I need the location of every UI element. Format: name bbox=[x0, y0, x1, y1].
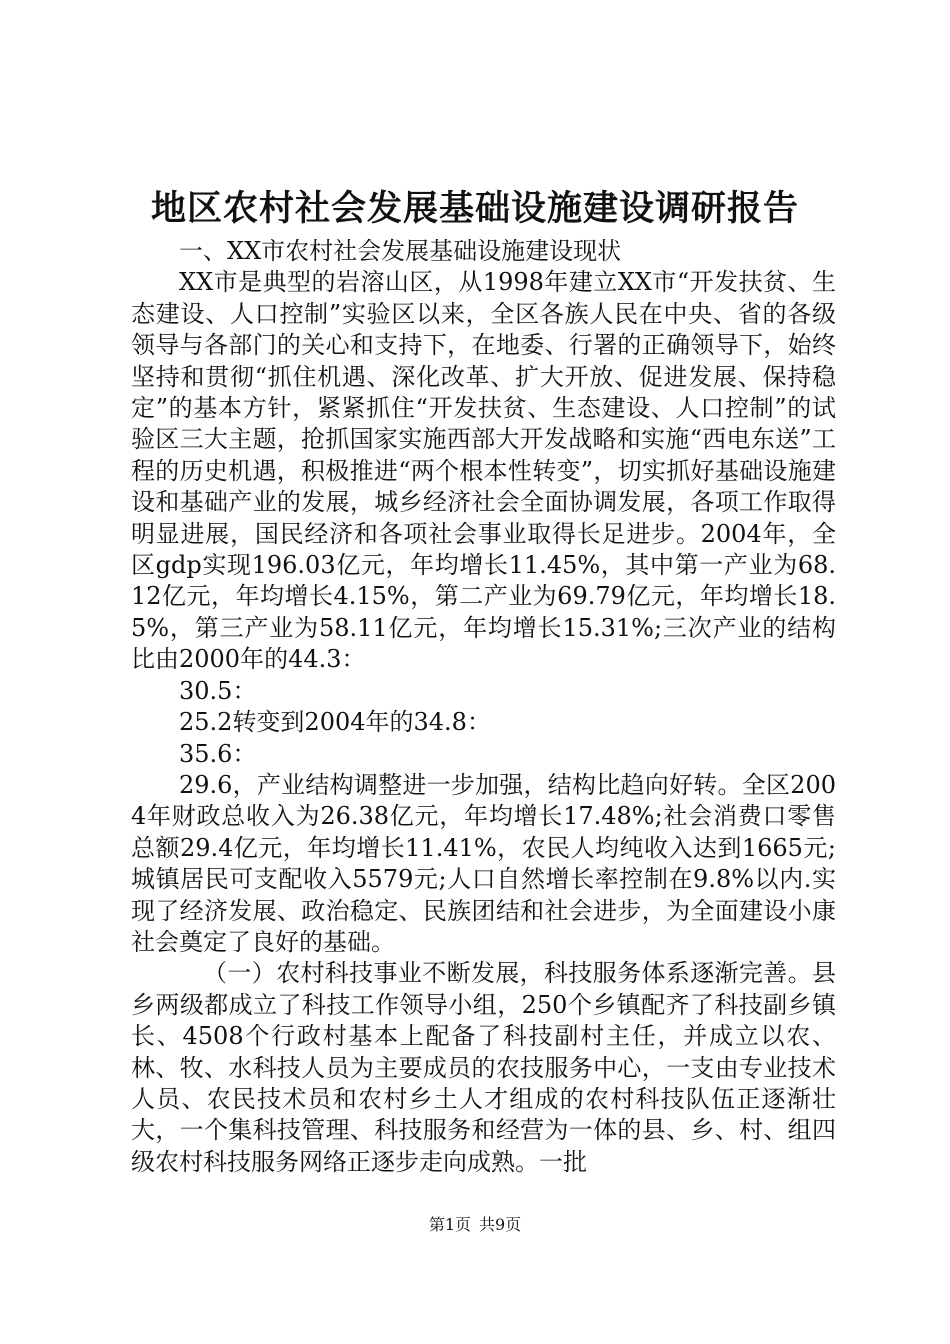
document-title: 地区农村社会发展基础设施建设调研报告 bbox=[150, 188, 799, 229]
body-paragraph: 29.6，产业结构调整进一步加强，结构比趋向好转。全区2004年财政总收入为26.38亿元，年均增长17.48%;社会消费口零售总额29.4亿元，年均增长11.41%，农民人均纯收入达到1665元;城镇居民可支配收入5579元;人口自然增长率控制在9.8%以内.实现了经济发展、政治稳定、民族团结和社会进步，为全面建设小康社会奠定了良好的基础。 bbox=[131, 770, 836, 956]
body-paragraph: 25.2转变到2004年的34.8： bbox=[179, 708, 491, 737]
subsection-paragraph: （一）农村科技事业不断发展，科技服务体系逐渐完善。县乡两级都成立了科技工作领导小组，250个乡镇配齐了科技副乡镇长、4508个行政村基本上配备了科技副村主任，并成立以农、林、牧、水科技人员为主要成员的农技服务中心，一支由专业技术人员、农民技术员和农村乡土人才组成的农村科技队伍正逐渐壮大，一个集科技管理、科技服务和经营为一体的县、乡、村、组四级农村科技服务网络正逐步走向成熟。一批 bbox=[131, 959, 836, 1176]
page-number: 第1页 bbox=[428, 1215, 471, 1234]
section-heading: 一、XX市农村社会发展基础设施建设现状 bbox=[179, 237, 622, 265]
page-footer bbox=[0, 1215, 950, 1235]
body-paragraph: 30.5： bbox=[179, 676, 257, 705]
body-paragraph: XX市是典型的岩溶山区，从1998年建立XX市“开发扶贫、生态建设、人口控制”实验区以来，全区各族人民在中央、省的各级领导与各部门的关心和支持下，在地委、行署的正确领导下，始终坚持和贯彻“抓住机遇、深化改革、扩大开放、促进发展、保持稳定”的基本方针，紧紧抓住“开发扶贫、生态建设、人口控制”的试验区三大主题，抢抓国家实施西部大开发战略和实施“西电东送”工程的历史机遇，积极推进“两个根本性转变”，切实抓好基础设施建设和基础产业的发展，城乡经济社会全面协调发展，各项工作取得明显进展，国民经济和各项社会事业取得长足进步。2004年，全区gdp实现196.03亿元，年均增长11.45%，其中第一产业为68.12亿元，年均增长4.15%，第二产业为69.79亿元，年均增长18.5%，第三产业为58.11亿元，年均增长15.31%;三次产业的结构比由2000年的44.3： bbox=[131, 268, 836, 674]
page-total: 共9页 bbox=[479, 1215, 522, 1234]
body-paragraph: 35.6： bbox=[179, 739, 257, 768]
document-body bbox=[131, 236, 836, 1178]
